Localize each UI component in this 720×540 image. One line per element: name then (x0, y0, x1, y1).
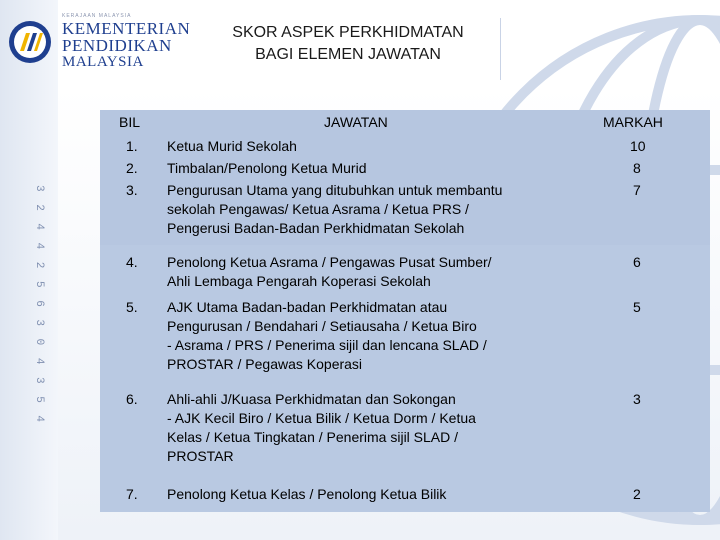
row-7-bil: 7. (126, 486, 138, 502)
row-2-bil: 2. (126, 160, 138, 176)
row-5-line-3: - Asrama / PRS / Penerima sijil dan lencana SLAD / (167, 337, 487, 353)
row-6-line-1: Ahli-ahli J/Kuasa Perkhidmatan dan Sokongan (167, 391, 456, 407)
logo-tiny-text: KERAJAAN MALAYSIA (62, 13, 132, 19)
row-2-jawatan (167, 159, 367, 178)
crest-icon (8, 20, 52, 64)
row-5-line-1: AJK Utama Badan-badan Perkhidmatan atau (167, 299, 448, 315)
row-3-jawatan (167, 181, 502, 238)
row-3-markah: 7 (633, 182, 641, 198)
row-1-line-1: Ketua Murid Sekolah (167, 138, 297, 154)
row-3-line-2: sekolah Pengawas/ Ketua Asrama / Ketua PRS / (167, 201, 469, 217)
row-6-line-3: Kelas / Ketua Tingkatan / Penerima sijil SLAD / (167, 429, 459, 445)
row-6-bil: 6. (126, 391, 138, 407)
logo-line-1: KEMENTERIAN (62, 19, 191, 38)
header-bil: BIL (119, 114, 141, 130)
row-3-bil: 3. (126, 182, 138, 198)
row-4-jawatan (167, 253, 492, 291)
score-table (100, 110, 710, 512)
row-7-jawatan (167, 485, 446, 504)
left-band (0, 0, 58, 540)
header-markah: MARKAH (603, 114, 663, 130)
title-line-2: BAGI ELEMEN JAWATAN (255, 46, 441, 63)
header-jawatan: JAWATAN (324, 114, 388, 130)
row-5-bil: 5. (126, 299, 138, 315)
row-6-line-2: - AJK Kecil Biro / Ketua Bilik / Ketua Dorm / Ketua (167, 410, 476, 426)
logo-line-2: PENDIDIKAN (62, 36, 172, 55)
row-6-markah: 3 (633, 391, 641, 407)
row-5-jawatan (167, 298, 487, 374)
logo-line-3: MALAYSIA (62, 54, 144, 70)
row-5-markah: 5 (633, 299, 641, 315)
row-2-line-1: Timbalan/Penolong Ketua Murid (167, 160, 367, 176)
ministry-logo (6, 10, 191, 70)
title-box (196, 18, 501, 80)
row-4-bil: 4. (126, 254, 138, 270)
row-7-line-1: Penolong Ketua Kelas / Penolong Ketua Bilik (167, 486, 447, 502)
side-digits: 3 2 4 4 2 5 6 3 0 4 3 5 4 (33, 185, 45, 426)
row-3-line-3: Pengerusi Badan-Badan Perkhidmatan Sekolah (167, 220, 465, 236)
row-1-jawatan (167, 137, 297, 156)
row-6-jawatan (167, 390, 476, 466)
row-3-line-1: Pengurusan Utama yang ditubuhkan untuk membantu (167, 182, 503, 198)
row-5-line-4: PROSTAR / Pegawas Koperasi (167, 356, 363, 372)
row-5-line-2: Pengurusan / Bendahari / Setiausaha / Ketua Biro (167, 318, 477, 334)
row-2-markah: 8 (633, 160, 641, 176)
title-line-1: SKOR ASPEK PERKHIDMATAN (232, 24, 464, 41)
row-1-bil: 1. (126, 138, 138, 154)
row-4-line-2: Ahli Lembaga Pengarah Koperasi Sekolah (167, 273, 431, 289)
row-6-line-4: PROSTAR (167, 448, 234, 464)
row-4-markah: 6 (633, 254, 641, 270)
row-4-line-1: Penolong Ketua Asrama / Pengawas Pusat Sumber/ (167, 254, 492, 270)
row-7-markah: 2 (633, 486, 641, 502)
row-1-markah: 10 (630, 138, 646, 154)
